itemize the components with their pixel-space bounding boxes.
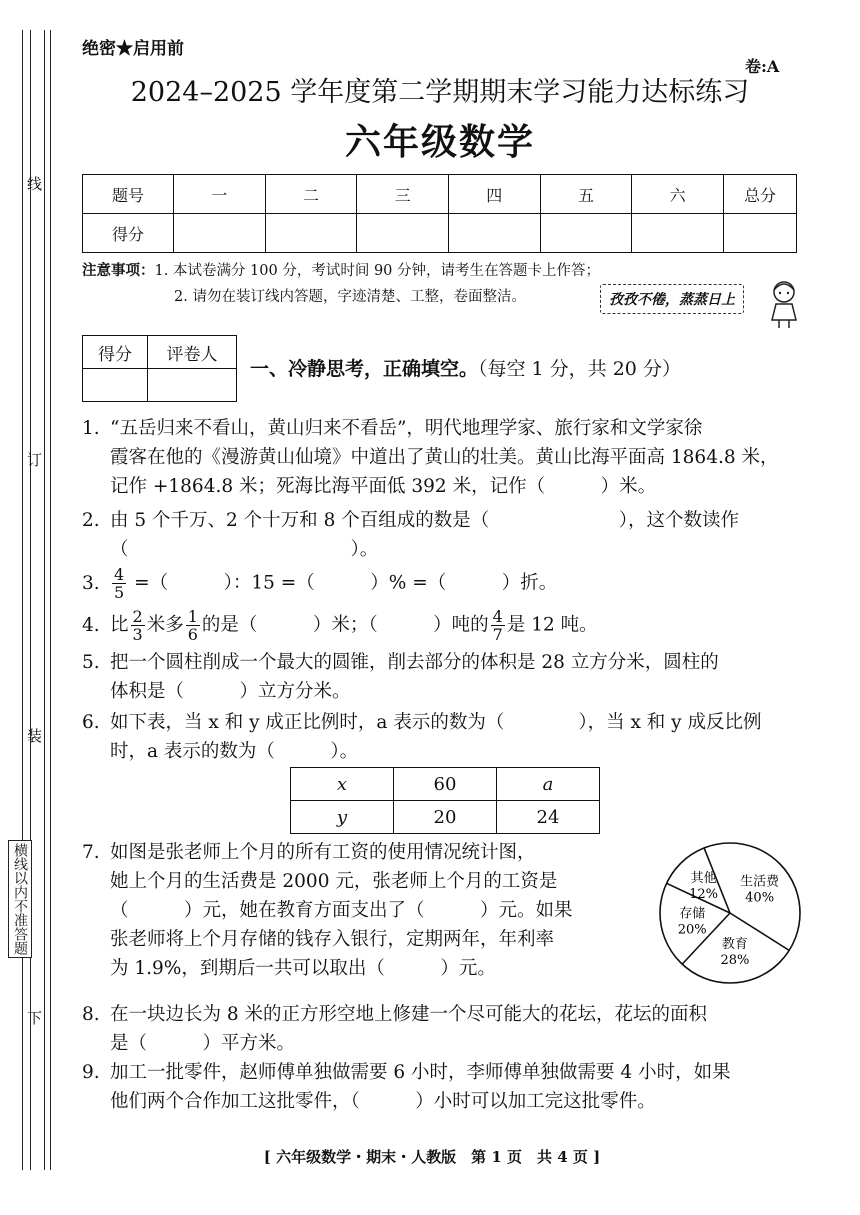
fraction: $\frac{4}{5}$: [114, 565, 125, 602]
notes: [82, 258, 600, 310]
question-9: [82, 1058, 812, 1116]
grader-score-label: 得分: [83, 336, 148, 369]
pie-slice-label: 其他: [690, 870, 717, 886]
score-table-header: 三: [357, 175, 449, 214]
score-cell: [265, 214, 357, 253]
table-row: [291, 801, 600, 834]
salary-pie-chart: [655, 838, 805, 988]
question-text: 把一个圆柱削成一个最大的圆锥，削去部分的体积是 28 立方分米，圆柱的: [110, 652, 719, 673]
question-text: 如下表，当 x 和 y 成正比例时，a 表示的数为（ ），当 x 和 y 成反比例: [110, 712, 762, 733]
score-cell: [174, 214, 266, 253]
grader-name-label: 评卷人: [148, 336, 237, 369]
binding-line: [22, 30, 23, 1170]
question-number: 9.: [82, 1062, 100, 1083]
pie-slice-value: 20%: [677, 922, 707, 938]
page-footer: [ 六年级数学・期末・人教版 第 1 页 共 4 页 ]: [263, 1148, 601, 1166]
question-text: 霞客在他的《漫游黄山仙境》中道出了黄山的壮美。黄山比海平面高 1864.8 米，: [110, 447, 779, 468]
question-text: （ ）元，她在教育方面支出了（ ）元。如果: [110, 900, 573, 921]
question-text: 是 12 吨。: [506, 614, 598, 636]
question-8: [82, 1000, 812, 1058]
question-text: “五岳归来不看山，黄山归来不看岳”，明代地理学家、旅行家和文学家徐: [110, 418, 703, 439]
table-row: [83, 175, 797, 214]
question-3: [82, 566, 812, 601]
score-table-label: 题号: [83, 175, 174, 214]
table-row: [83, 336, 237, 369]
binding-mark-zhuang: 装: [25, 728, 43, 743]
fraction: $\frac{4}{7}$: [492, 607, 503, 644]
score-cell: [357, 214, 449, 253]
question-4: [82, 608, 812, 643]
motto: 孜孜不倦，蒸蒸日上: [600, 284, 744, 314]
score-table: [82, 174, 797, 253]
question-number: 5.: [82, 652, 100, 673]
binding-warning: 横线以内不准答题: [8, 840, 32, 958]
score-table-label: 得分: [83, 214, 174, 253]
y-value: 24: [497, 801, 600, 834]
question-7: [82, 838, 652, 983]
pie-slice-value: 40%: [745, 890, 775, 906]
table-row: [83, 369, 237, 402]
question-number: 8.: [82, 1004, 100, 1025]
score-table-header: 六: [632, 175, 724, 214]
question-text: 记作 +1864.8 米；死海比海平面低 392 米，记作（ ）米。: [110, 476, 657, 497]
question-text: 米多: [146, 614, 184, 636]
x-value: 60: [394, 768, 497, 801]
x-label: x: [291, 768, 394, 801]
fraction: $\frac{1}{6}$: [187, 607, 198, 644]
score-cell: [632, 214, 724, 253]
score-cell: [448, 214, 540, 253]
fraction: $\frac{2}{3}$: [132, 607, 143, 644]
question-text: 张老师将上个月存储的钱存入银行，定期两年，年利率: [110, 929, 555, 950]
girl-doodle-icon: [766, 278, 802, 330]
section-points: （每空 1 分，共 20 分）: [478, 358, 681, 380]
exam-title: 2024–2025 学年度第二学期期末学习能力达标练习: [130, 77, 750, 108]
grader-name-cell: [148, 369, 237, 402]
pie-slice-value: 12%: [689, 886, 719, 902]
exam-subject: 六年级数学: [344, 121, 535, 163]
question-text: 加工一批零件，赵师傅单独做需要 6 小时，李师傅单独做需要 4 小时，如果: [110, 1062, 731, 1083]
question-text: =（ ）：15 =（ ）% =（ ）折。: [128, 572, 558, 594]
xy-table: [290, 767, 600, 834]
score-cell: [724, 214, 797, 253]
binding-mark-xian: 线: [25, 176, 43, 191]
table-row: [291, 768, 600, 801]
binding-line: [44, 30, 45, 1170]
question-text: 为 1.9%，到期后一共可以取出（ ）元。: [110, 958, 496, 979]
question-1: [82, 414, 812, 501]
question-number: 4.: [82, 614, 100, 636]
grader-score-cell: [83, 369, 148, 402]
question-text: 体积是（ ）立方分米。: [110, 681, 351, 702]
question-text: 由 5 个千万、2 个十万和 8 个百组成的数是（ ），这个数读作: [110, 510, 739, 531]
question-text: 她上个月的生活费是 2000 元，张老师上个月的工资是: [110, 871, 558, 892]
pie-slice-label: 生活费: [740, 874, 780, 890]
question-text: 比: [110, 614, 129, 636]
score-table-total: 总分: [724, 175, 797, 214]
score-table-header: 五: [540, 175, 632, 214]
y-value: 20: [394, 801, 497, 834]
y-label: y: [291, 801, 394, 834]
question-text: （ ）。: [110, 539, 379, 560]
grader-table: [82, 335, 237, 402]
binding-mark-xia: 下: [25, 1010, 43, 1025]
notes-label: 注意事项：: [82, 262, 155, 279]
question-number: 3.: [82, 572, 100, 594]
pie-slice-label: 教育: [721, 937, 748, 953]
binding-line: [30, 30, 31, 1170]
question-text: 的是（ ）米；（ ）吨的: [201, 614, 489, 636]
score-cell: [540, 214, 632, 253]
pie-slice-label: 存储: [679, 906, 706, 922]
question-text: 是（ ）平方米。: [110, 1033, 296, 1054]
section-heading: [250, 354, 681, 381]
question-text: 他们两个合作加工这批零件，（ ）小时可以加工完这批零件。: [110, 1091, 656, 1112]
question-2: [82, 506, 812, 564]
question-number: 7.: [82, 842, 100, 863]
question-number: 6.: [82, 712, 100, 733]
score-table-header: 二: [265, 175, 357, 214]
score-table-header: 一: [174, 175, 266, 214]
x-value: a: [497, 768, 600, 801]
binding-mark-ding: 订: [25, 452, 43, 467]
confidential-label: 绝密★启用前: [82, 39, 184, 59]
question-text: 在一块边长为 8 米的正方形空地上修建一个尽可能大的花坛，花坛的面积: [110, 1004, 708, 1025]
notes-line-2: 2. 请勿在装订线内答题，字迹清楚、工整，卷面整洁。: [174, 289, 526, 305]
paper-version: 卷:A: [745, 57, 780, 76]
question-6: [82, 708, 812, 766]
binding-line: [50, 30, 51, 1170]
pie-slice-value: 28%: [720, 953, 750, 969]
score-table-header: 四: [448, 175, 540, 214]
question-text: 时，a 表示的数为（ ）。: [110, 741, 359, 762]
section-title: 一、冷静思考，正确填空。: [250, 358, 479, 380]
table-row: [83, 214, 797, 253]
question-5: [82, 648, 812, 706]
notes-line-1: 1. 本试卷满分 100 分，考试时间 90 分钟，请考生在答题卡上作答；: [154, 263, 601, 279]
question-text: 如图是张老师上个月的所有工资的使用情况统计图，: [110, 842, 536, 863]
question-number: 2.: [82, 510, 100, 531]
question-number: 1.: [82, 418, 100, 439]
binding-margin: [0, 0, 58, 1215]
